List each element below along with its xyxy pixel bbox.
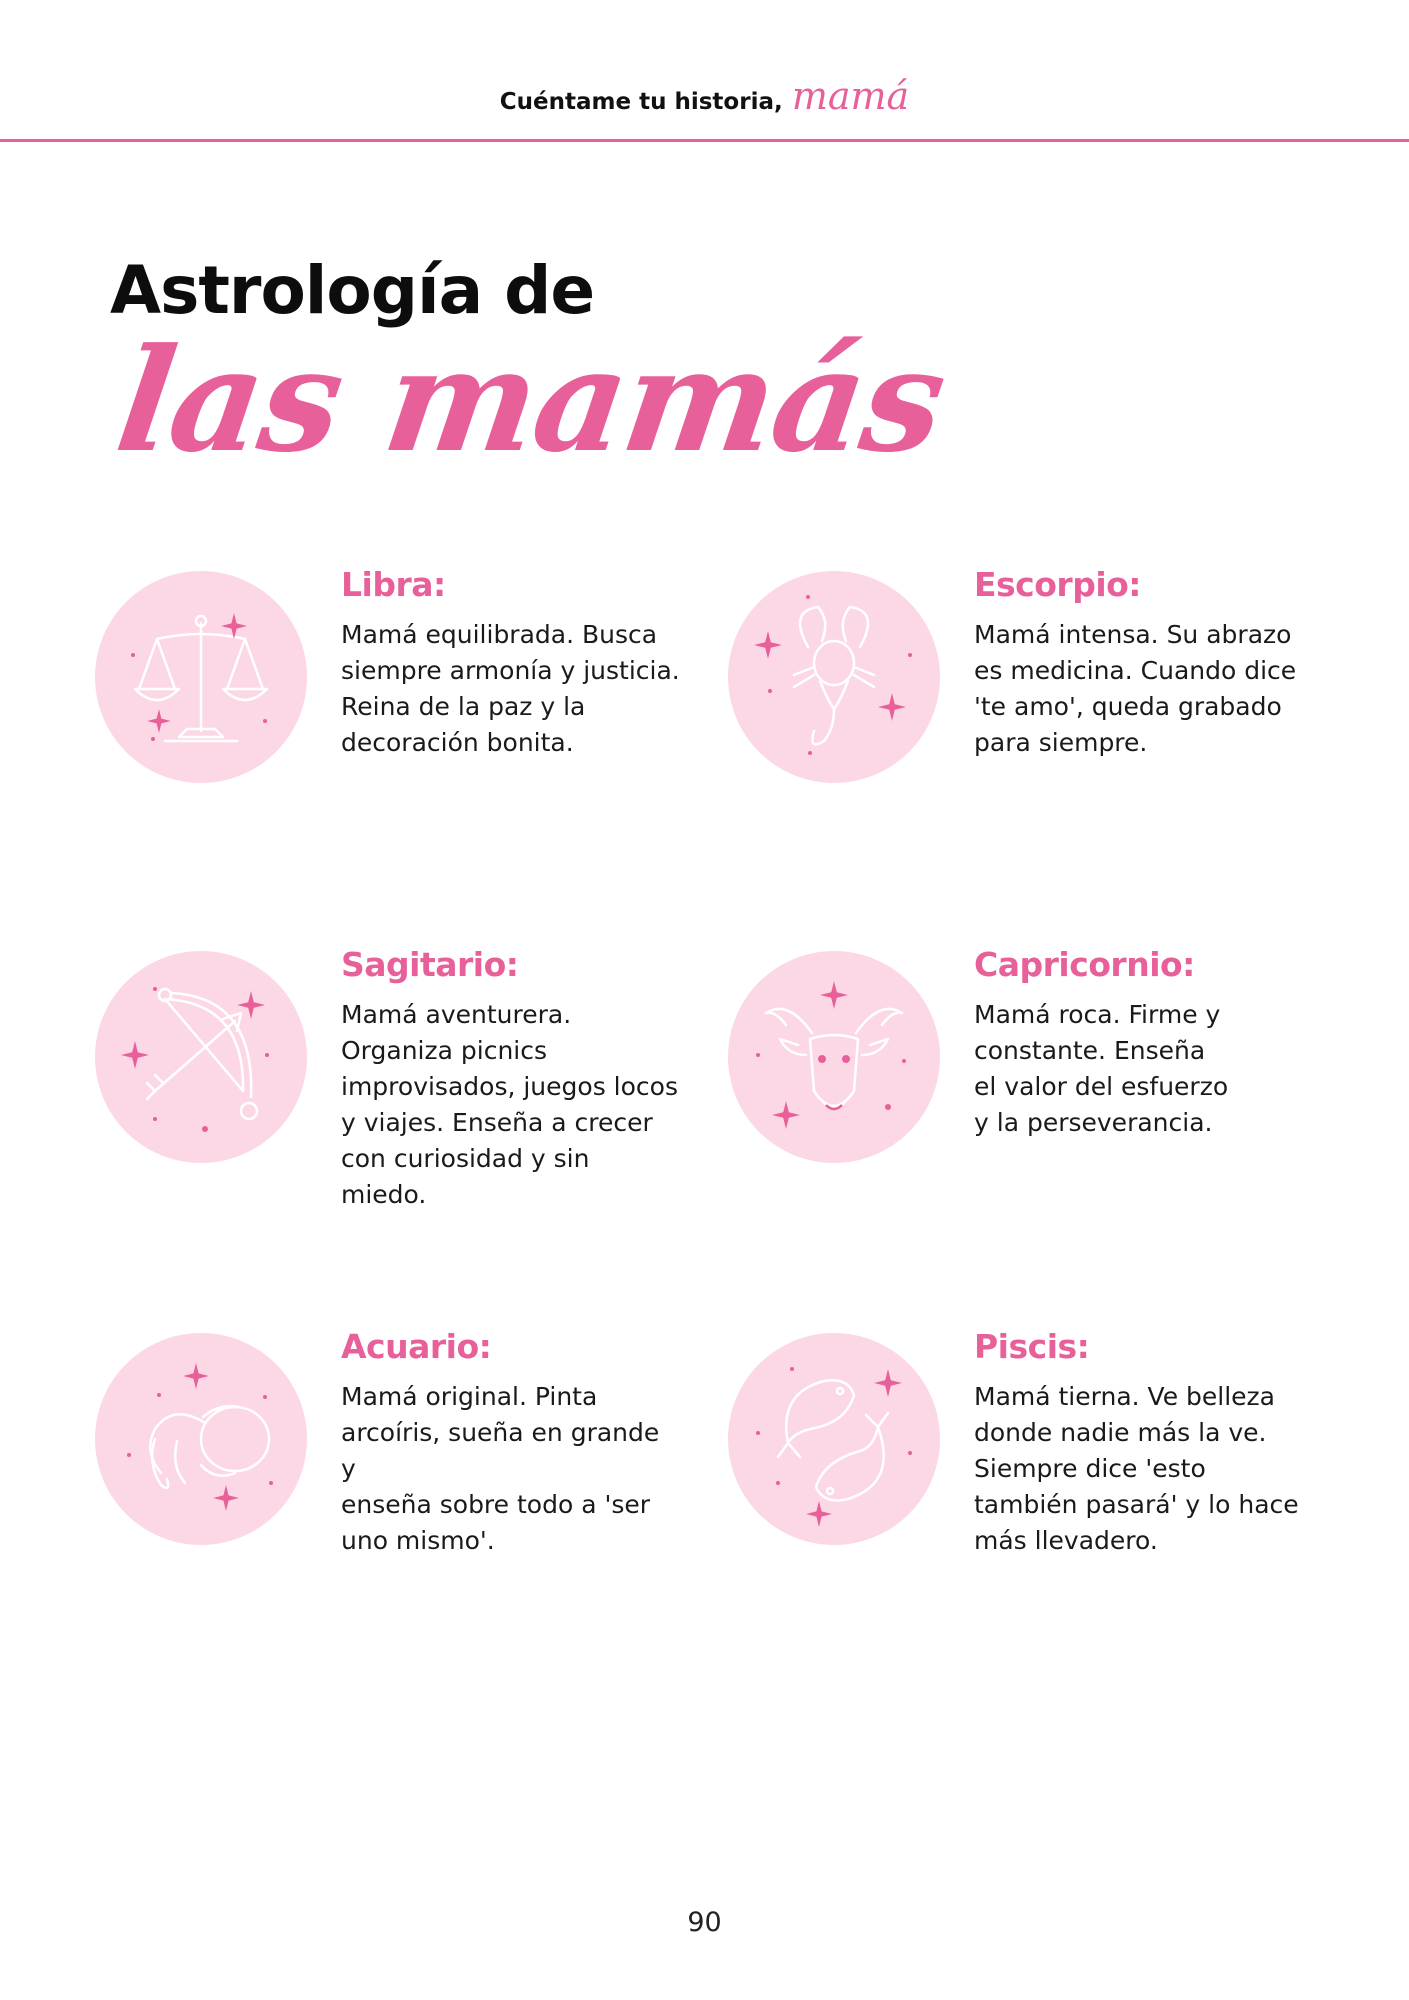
sign-name: Libra: bbox=[341, 565, 446, 604]
sign-escorpio bbox=[728, 565, 1328, 831]
aquarius-vessel-icon bbox=[95, 1333, 307, 1545]
sign-name: Piscis: bbox=[974, 1327, 1090, 1366]
sign-description: Mamá roca. Firme y constante. Enseña el valor del esfuerzo y la perseverancia. bbox=[974, 1000, 1229, 1137]
page-header bbox=[0, 0, 1409, 142]
sign-description: Mamá equilibrada. Busca siempre armonía y justicia. Reina de la paz y la decoración bonita. bbox=[341, 620, 680, 757]
sign-name: Sagitario: bbox=[341, 945, 519, 984]
sagittarius-bow-icon bbox=[95, 951, 307, 1163]
sign-sagitario bbox=[95, 945, 695, 1211]
sign-name: Escorpio: bbox=[974, 565, 1141, 604]
header-title bbox=[0, 74, 1409, 118]
pisces-fish-icon bbox=[728, 1333, 940, 1545]
header-title-main: Cuéntame tu historia, bbox=[499, 89, 783, 115]
page-title-script: las mamás bbox=[108, 318, 954, 484]
sign-name: Capricornio: bbox=[974, 945, 1195, 984]
sign-libra bbox=[95, 565, 695, 831]
sign-acuario bbox=[95, 1327, 695, 1593]
sign-capricornio bbox=[728, 945, 1328, 1211]
scorpio-scorpion-icon bbox=[728, 571, 940, 783]
sign-description: Mamá tierna. Ve belleza donde nadie más la ve. Siempre dice 'esto también pasará' y lo hace más llevadero. bbox=[974, 1382, 1299, 1555]
sign-name: Acuario: bbox=[341, 1327, 492, 1366]
page-title: Astrología de bbox=[110, 252, 595, 329]
header-title-accent: mamá bbox=[791, 74, 910, 118]
sign-description: Mamá intensa. Su abrazo es medicina. Cuando dice 'te amo', queda grabado para siempre. bbox=[974, 620, 1297, 757]
capricorn-goat-icon bbox=[728, 951, 940, 1163]
page-number: 90 bbox=[687, 1907, 722, 1938]
sign-description: Mamá aventurera. Organiza picnics improvisados, juegos locos y viajes. Enseña a crecer con curiosidad y sin miedo. bbox=[341, 1000, 678, 1209]
libra-scales-icon bbox=[95, 571, 307, 783]
sign-piscis bbox=[728, 1327, 1328, 1593]
sign-description: Mamá original. Pinta arcoíris, sueña en grande y enseña sobre todo a 'ser uno mismo'. bbox=[341, 1382, 660, 1555]
